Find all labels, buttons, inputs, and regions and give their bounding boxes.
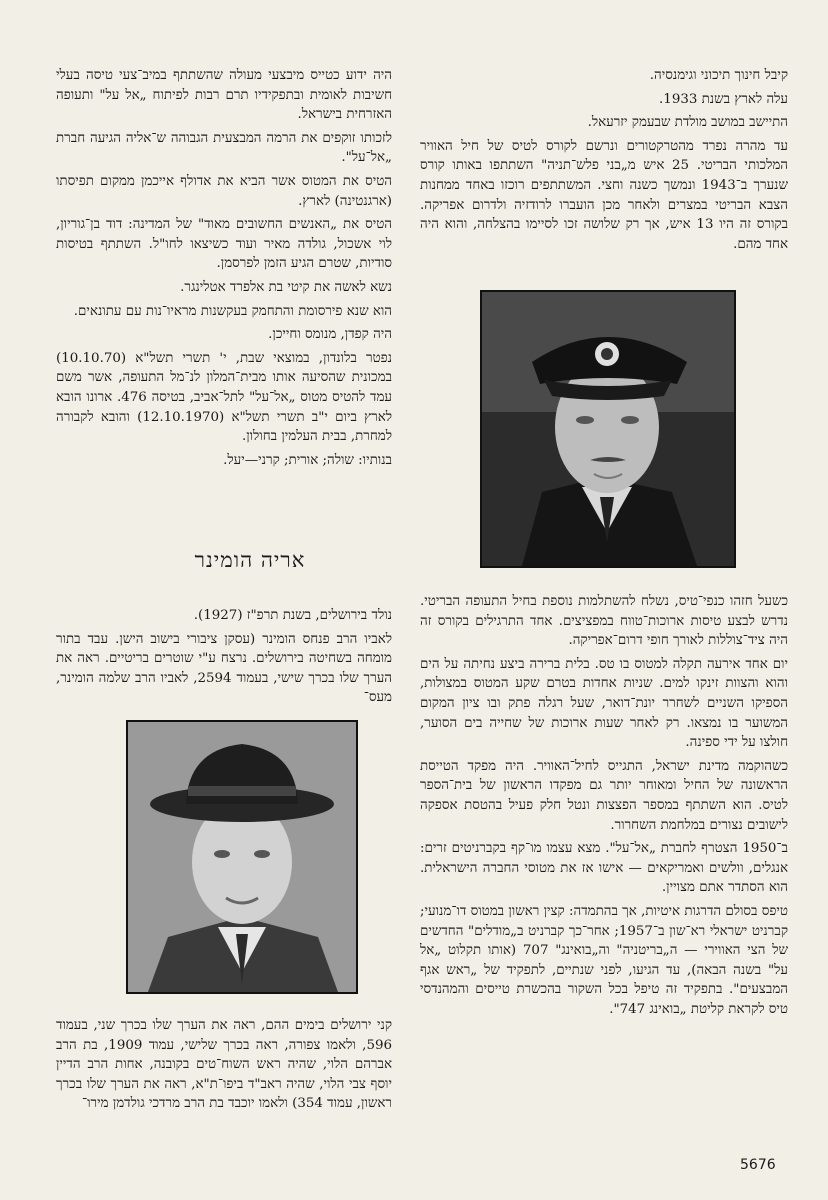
paragraph: כשעל חזהו כנפי־טיס, נשלח להשתלמות נוספת בחיל התעופה הבריטי. נדרש לבצע טיסות ארוכות־טווח במפציצים. אחד התרגילים בקורס זה היה ציד־צוללות לאורך חופי דרום־אפריקה. — [420, 594, 788, 649]
paragraph: לאביו הרב פנחס הומינר (עסקן ציבורי בישוב הישן. עבד בתור מומחה בשחיטה בירושלים. נרצח ע"י שוטרים בריטיים. ראה את הערך שלו בכרך שישי, בעמוד 2594, לאביו הרב שלמה הומינר, מעס־ — [56, 631, 392, 706]
paragraph: היה קפדן, מנומס וחייכן. — [268, 327, 392, 343]
paragraph: כשהוקמה מדינת ישראל, התגייס לחיל־האוויר. היה מפקד הטייסת הראשונה של החיל ומאוחר יותר גם מפקדו הראשון של בית־הספר לטיס. הוא השתתף במספר הפצצות ונטל חלק פעיל בהטסת אספקה לישובים נצורים במלחמת השחרור. — [420, 758, 788, 833]
paragraph: הטיס את „האנשים החשובים מאוד" של המדינה: דוד בן־גוריון, לוי אשכול, גולדה מאיר ועוד כשיצאו לחו"ל. השתתף בטיסות סודיות, שטרם הגיע הזמן לפרסמן. — [56, 217, 392, 272]
paragraph: עלה לארץ בשנת 1933. — [659, 91, 788, 107]
paragraph: היה ידוע כטייס מיבצעי מעולה שהשתתף במיב־צעי טיסה בעלי חשיבות לאומית ובתפקידיו תרם רבות לפיתוח „אל על" ותעופה האזרחית בישראל. — [56, 68, 392, 123]
right-column-top — [420, 66, 788, 258]
paragraph: יום אחד אירעה תקלה למטוס בו טס. בלית ברירה ביצע נחיתה על הים והוא והצוות זינקו למים. שניות אחדות בטרם שקע המטוס במצולות, הספיקו השניים לשחרר יונת־דואר, שעל רגלה פתק ובו ציון המקום המשוער בו נמצאו. רק לאחר שעות ארוכות של שחייה בים הסוער, חולצו על ידי ספינה. — [420, 656, 788, 751]
paragraph: נפטר בלונדון, במוצאי שבת, י' תשרי תשל"א (10.10.70) במכונית שהסיעה אותו מבית־המלון לנ־מל התעופה, אשר משם עמד להטיס מטוס „אל־על" לתל־אביב, בטיסה 476. ארונו הובא לארץ ביום י"ב תשרי תשל"א (12.10.1970) והובא לקבורה למחרת, בבית העלמין בחולון. — [56, 350, 392, 445]
paragraph: נולד בירושלים, בשנת תרפ"ז (1927). — [193, 608, 392, 623]
left-column-middle — [56, 606, 392, 712]
right-column-bottom — [420, 592, 788, 1023]
paragraph: לזכותו זוקפים את הרמה המבצעית הגבוהה ש־אליה הגיעה חברת „אל־על". — [56, 130, 392, 166]
paragraph: נשא לאשה את קיטי בת אלפרד אטלינגר. — [180, 279, 392, 295]
paragraph: קיבל חינוך תיכוני וגימנסיה. — [649, 68, 788, 83]
pilot-portrait-photo — [480, 290, 736, 568]
paragraph: בנותיו: שולה; אורית; קרני—יעל. — [223, 452, 392, 468]
page-number: 5676 — [740, 1157, 776, 1173]
hominer-portrait-photo — [126, 720, 358, 994]
left-column-bottom — [56, 1016, 392, 1118]
paragraph: קני ירושלים בימים ההם, ראה את הערך שלו בכרך שני, בעמוד 596, ולאמו צפורה, ראה בכרך שלישי, עמוד 1909, בת הרב אברהם הלוי, שהיה ראש השוח־טים בקובנה, אחות הרב הדיין יוסף צבי הלוי, שהיה ראב"ד ביפו־ת"א, ראה את הערך שלו בכרך ראשון, עמוד 354) ולאמו יוכבד בת הרב מרדכי גולדמן מירו־ — [56, 1018, 392, 1112]
left-column-top — [56, 66, 392, 474]
paragraph: ב־1950 הצטרף לחברת „אל־על". מצא עצמו מו־קף בקברניטים זרים: אנגלים, וולשים ואמריקאים — אישו אז את מטוסי החברה הישראלית. הוא הסתדר אתם מצויין. — [420, 841, 788, 896]
paragraph: הוא שנא פירסומת והתחמק בעקשנות מראיו־נות עם עתונאים. — [73, 303, 392, 319]
paragraph: עד מהרה נפרד מהטרקטורים ונרשם לקורס לטיס של חיל האוויר המלכותי הבריטי. 25 איש מ„בני פלש־תניה" השתתפו באותו קורס שנערך ב־1943 ונמשך כשנה וחצי. המשתתפים רוכזו באחד ממחנות הצבא הבריטי במצרים ולאחר מכן הועברו לרודזיה ולדרום אפריקה. בקורס זה היו 13 איש, אך רק שלושה זכו לסיימו בהצלחה, והוא היה אחד מהם. — [420, 138, 789, 252]
section-title: אריה הומינר — [194, 548, 306, 572]
paragraph: טיפס בסולם הדרגות איטיות, אך בהתמדה: קצין ראשון במטוס דו־מנועי; קברניט ישראלי רא־שון ב־1957; אחר־כך קברניט ב„מודלים" החדשים של הצי האווירי — ה„בריטניה" וה„בואינג" 707 (אותו תקלוט „אל על" בשנה הבאה), עד הגיעו, לפני שנתיים, לתפקיד של „ראש אגף המבצעים". בתפקיד זה טיפל בכל השקור בהכשרת טייסים והמהנדסי טיס לקראת קליטת „בואינג 747". — [420, 903, 788, 1017]
paragraph: הטיס את המטוס אשר הביא את אדולף אייכמן ממקום תפיסתו (ארגנטינה) לארץ. — [56, 173, 392, 209]
paragraph: התיישב במושב מולדת שבעמק יזרעאל. — [587, 115, 788, 131]
